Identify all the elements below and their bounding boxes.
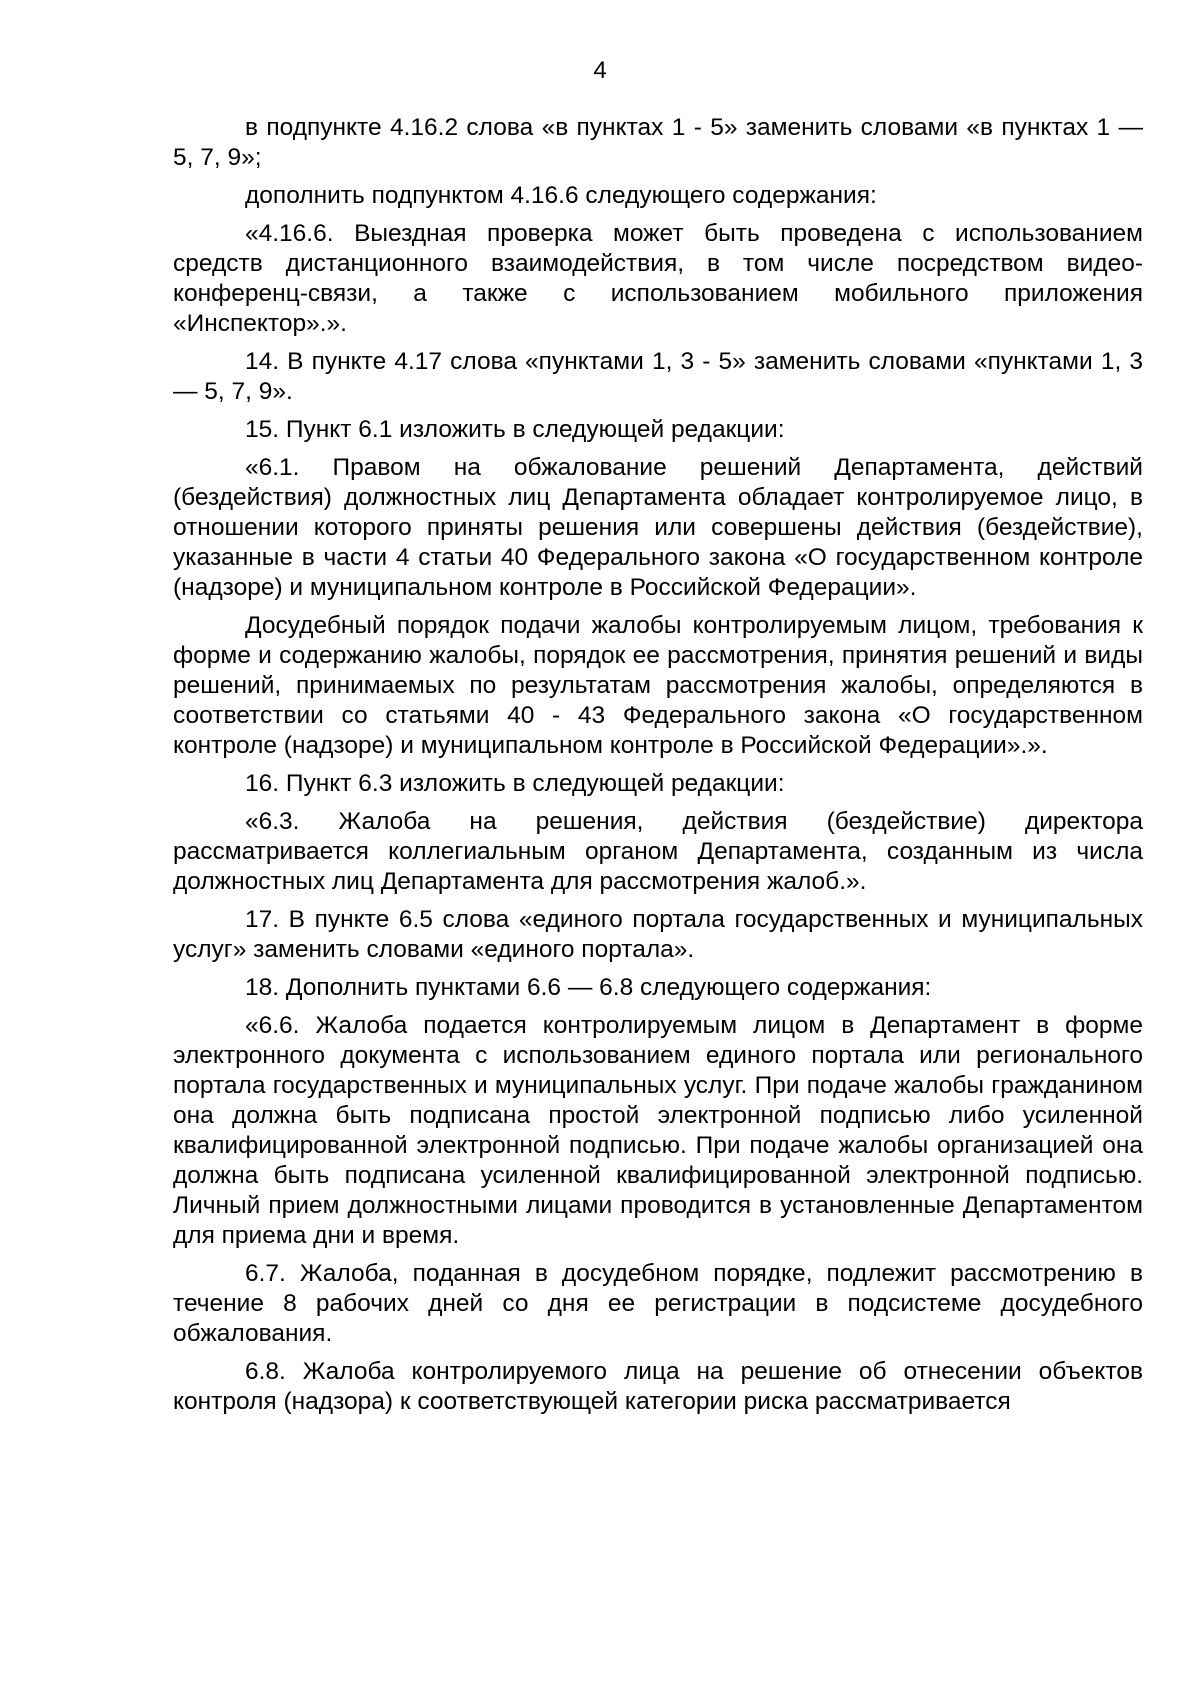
paragraph-add-4-16-6: дополнить подпунктом 4.16.6 следующего содержания: — [245, 182, 877, 209]
paragraph-6-8-text: 6.8. Жалоба контролируемого лица на решение об отнесении объектов контроля (надзора) к соответствующей категории риска рассматривается — [173, 1358, 1143, 1415]
paragraph-6-6-text: «6.6. Жалоба подается контролируемым лицом в Департамент в форме электронного документа с использованием единого портала или регионального портала государственных и муниципальных услуг. При подаче жалобы гражданином она должна быть подписана простой электронной подписью либо усиленной квалифицированной электронной подписью. При подаче жалобы организацией она должна быть подписана усиленной квалифицированной электронной подписью. Личный прием должностными лицами проводится в установленные Департаментом для приема дни и время. — [173, 1012, 1143, 1249]
paragraph-pretrial-procedure: Досудебный порядок подачи жалобы контролируемым лицом, требования к форме и содержанию жалобы, порядок ее рассмотрения, принятия решений и виды решений, принимаемых по результатам рассмотрения жалобы, определяются в соответствии со статьями 40 - 43 Федерального закона «О государственном контроле (надзоре) и муниципальном контроле в Российской Федерации».». — [173, 612, 1143, 759]
paragraph-item-17: 17. В пункте 6.5 слова «единого портала государственных и муниципальных услуг» заменить словами «единого портала». — [173, 906, 1143, 963]
paragraph-6-3-text: «6.3. Жалоба на решения, действия (бездействие) директора рассматривается коллегиальным органом Департамента, созданным из числа должностных лиц Департамента для рассмотрения жалоб.». — [173, 808, 1143, 895]
paragraph-item-16: 16. Пункт 6.3 изложить в следующей редакции: — [245, 770, 785, 797]
paragraph-6-7-text: 6.7. Жалоба, поданная в досудебном порядке, подлежит рассмотрению в течение 8 рабочих дней со дня ее регистрации в подсистеме досудебного обжалования. — [173, 1260, 1143, 1347]
document-body — [173, 113, 1143, 1417]
page-number: 4 — [593, 57, 607, 84]
paragraph-4-16-6-text: «4.16.6. Выездная проверка может быть проведена с использованием средств дистанционного взаимодействия, в том числе посредством видео-конференц-связи, а также с использованием мобильного приложения «Инспектор».». — [173, 220, 1143, 337]
paragraph-4-16-2-amendment: в подпункте 4.16.2 слова «в пунктах 1 - 5» заменить словами «в пунктах 1 — 5, 7, 9»; — [173, 114, 1143, 171]
paragraph-item-14: 14. В пункте 4.17 слова «пунктами 1, 3 - 5» заменить словами «пунктами 1, 3 — 5, 7, 9». — [173, 348, 1143, 405]
paragraph-item-18: 18. Дополнить пунктами 6.6 — 6.8 следующего содержания: — [245, 974, 932, 1001]
paragraph-item-15: 15. Пункт 6.1 изложить в следующей редакции: — [245, 416, 785, 443]
paragraph-6-1-text: «6.1. Правом на обжалование решений Департамента, действий (бездействия) должностных лиц Департамента обладает контролируемое лицо, в отношении которого приняты решения или совершены действия (бездействие), указанные в части 4 статьи 40 Федерального закона «О государственном контроле (надзоре) и муниципальном контроле в Российской Федерации». — [173, 454, 1143, 601]
